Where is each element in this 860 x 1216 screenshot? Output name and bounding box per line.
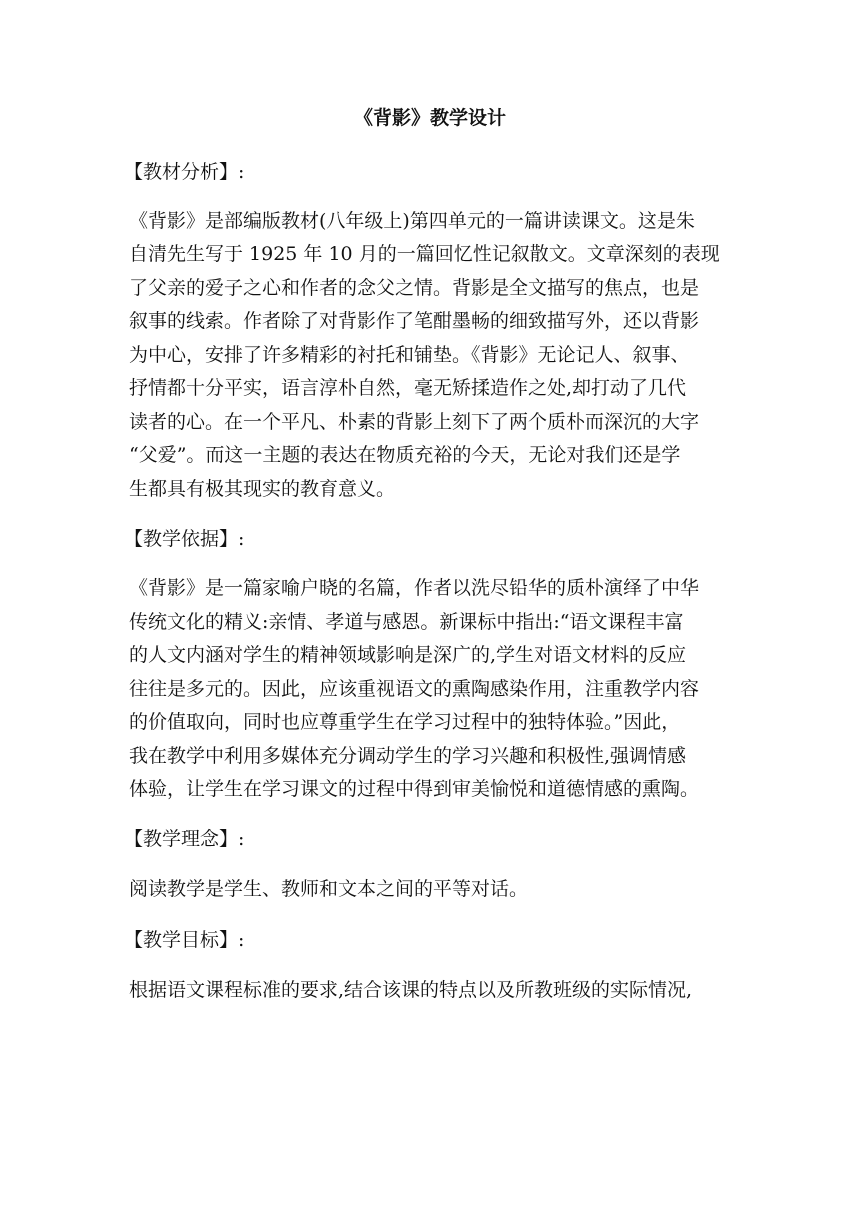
document-title: 《背影》教学设计 — [353, 107, 506, 129]
paragraph-line: 抒情都十分平实，语言淳朴自然，毫无矫揉造作之处,却打动了几代 — [129, 377, 687, 399]
paragraph-line: 生都具有极其现实的教育意义。 — [129, 478, 396, 500]
paragraph-line: 体验，让学生在学习课文的过程中得到审美愉悦和道德情感的熏陶。 — [129, 778, 700, 800]
paragraph-line: 根据语文课程标准的要求,结合该课的特点以及所教班级的实际情况, — [129, 979, 693, 1001]
paragraph-line: 的价值取向，同时也应尊重学生在学习过程中的独特体验。”因此， — [129, 711, 681, 733]
paragraph-line: 了父亲的爱子之心和作者的念父之情。背影是全文描写的焦点，也是 — [129, 277, 700, 299]
section-heading-teaching-basis: 【教学依据】: — [124, 528, 245, 550]
paragraph-line: 自清先生写于 1925 年 10 月的一篇回忆性记叙散文。文章深刻的表现 — [129, 243, 720, 265]
paragraph-line: 的人文内涵对学生的精神领域影响是深广的,学生对语文材料的反应 — [129, 644, 687, 666]
paragraph-line: “父爱”。而这一主题的表达在物质充裕的今天，无论对我们还是学 — [129, 444, 681, 466]
paragraph-line: 阅读教学是学生、教师和文本之间的平等对话。 — [129, 878, 529, 900]
paragraph-line: 叙事的线索。作者除了对背影作了笔酣墨畅的细致描写外，还以背影 — [129, 310, 700, 332]
paragraph-line: 我在教学中利用多媒体充分调动学生的学习兴趣和积极性,强调情感 — [129, 745, 687, 767]
section-heading-textbook-analysis: 【教材分析】: — [124, 161, 245, 183]
paragraph-line: 读者的心。在一个平凡、朴素的背影上刻下了两个质朴而深沉的大字 — [129, 411, 700, 433]
paragraph-line: 传统文化的精义:亲情、孝道与感恩。新课标中指出:“语文课程丰富 — [129, 611, 684, 633]
paragraph-line: 《背影》是一篇家喻户晓的名篇，作者以洗尽铅华的质朴演绎了中华 — [129, 577, 700, 599]
section-heading-teaching-philosophy: 【教学理念】: — [124, 828, 245, 850]
paragraph-line: 为中心，安排了许多精彩的衬托和铺垫。《背影》无论记人、叙事、 — [129, 344, 690, 366]
paragraph-line: 《背影》是部编版教材(八年级上)第四单元的一篇讲读课文。这是朱 — [129, 210, 695, 232]
section-heading-teaching-goals: 【教学目标】: — [124, 929, 245, 951]
paragraph-line: 往往是多元的。因此，应该重视语文的熏陶感染作用，注重教学内容 — [129, 678, 700, 700]
